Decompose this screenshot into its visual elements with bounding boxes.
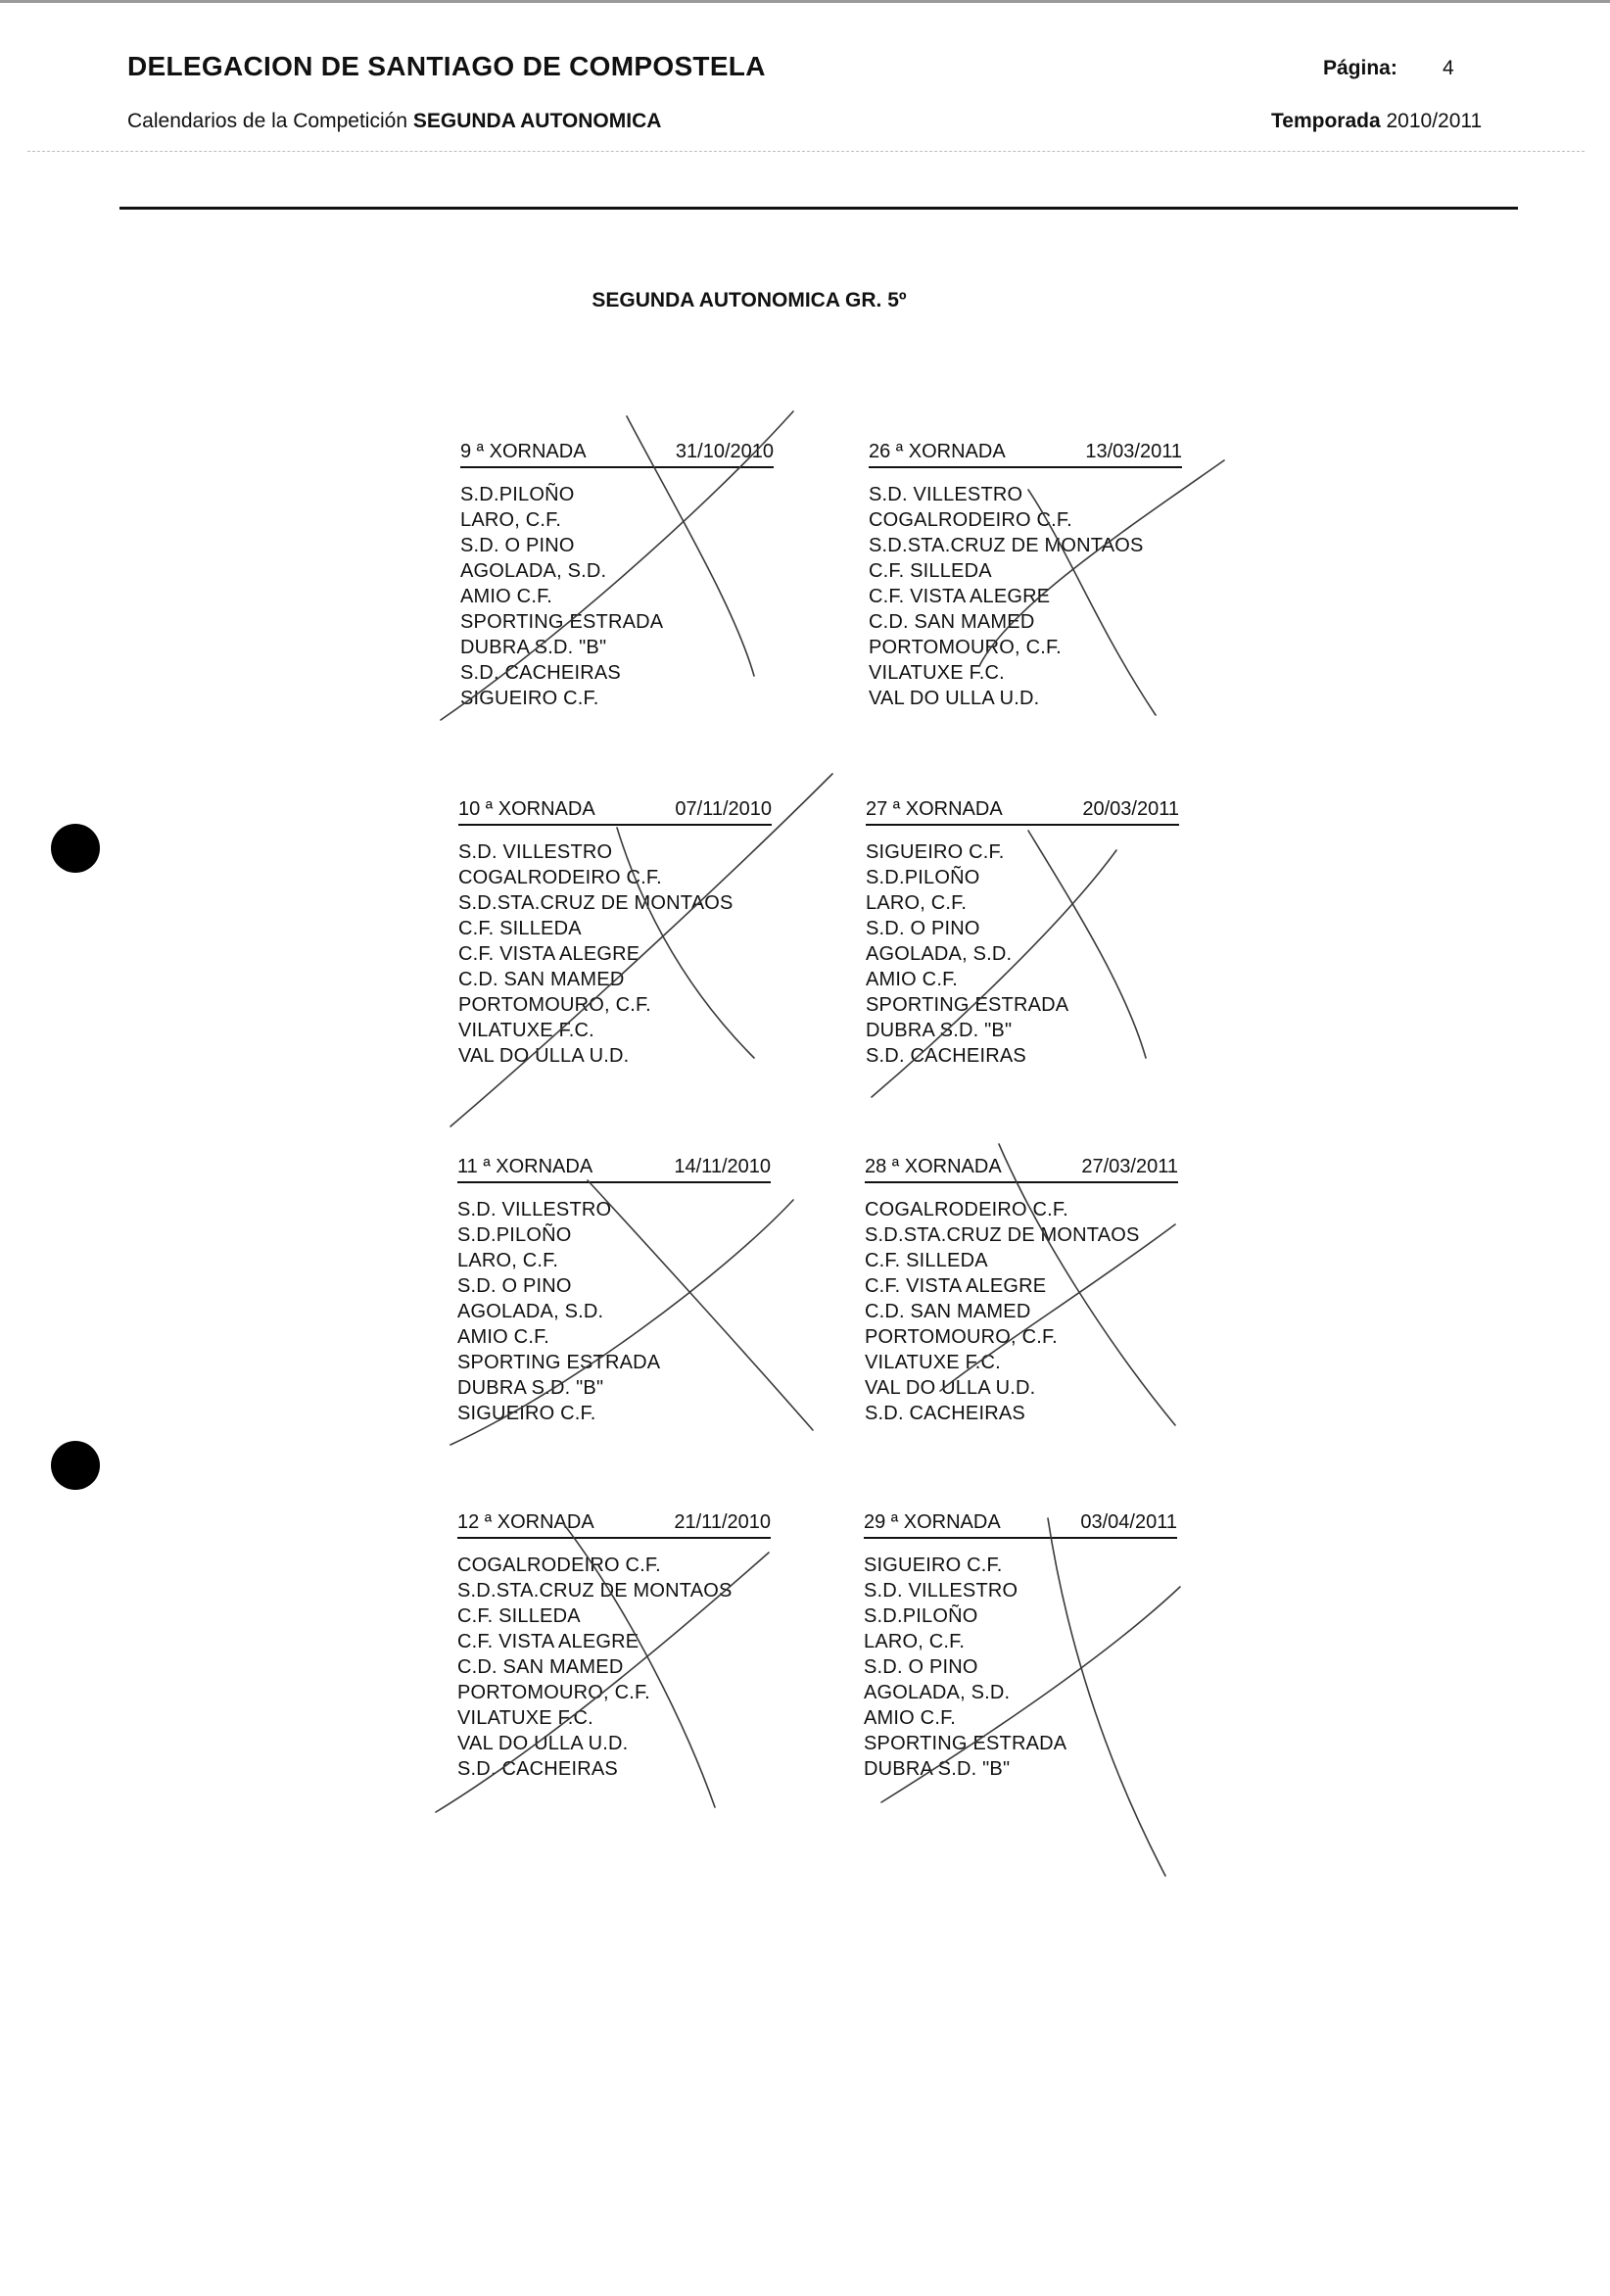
team-item: S.D. VILLESTRO — [458, 841, 613, 863]
round-date: 31/10/2010 — [675, 441, 774, 462]
team-item: AMIO C.F. — [866, 969, 959, 990]
organization-title: DELEGACION DE SANTIAGO DE COMPOSTELA — [127, 51, 766, 81]
team-item: LARO, C.F. — [864, 1631, 966, 1652]
team-item: S.D.PILOÑO — [866, 867, 980, 888]
team-item: C.F. VISTA ALEGRE — [865, 1275, 1047, 1297]
round-date: 14/11/2010 — [674, 1156, 771, 1177]
binder-hole-icon — [51, 824, 100, 873]
team-item: S.D. O PINO — [864, 1656, 978, 1678]
team-item: COGALRODEIRO C.F. — [457, 1555, 661, 1576]
team-item: S.D.STA.CRUZ DE MONTAOS — [865, 1224, 1140, 1246]
team-list — [866, 839, 1179, 1069]
round-block — [866, 798, 1179, 1069]
round-block — [460, 441, 774, 711]
team-item: C.D. SAN MAMED — [458, 969, 625, 990]
team-item: VILATUXE F.C. — [865, 1352, 1001, 1373]
team-list — [457, 1553, 771, 1782]
team-item: COGALRODEIRO C.F. — [458, 867, 662, 888]
team-item: S.D.STA.CRUZ DE MONTAOS — [457, 1580, 733, 1602]
team-item: S.D. VILLESTRO — [864, 1580, 1018, 1602]
page-top-edge — [0, 0, 1610, 3]
round-name: 12 ª XORNADA — [457, 1511, 594, 1533]
page-number: 4 — [1443, 57, 1454, 79]
team-list — [864, 1553, 1177, 1782]
competition-name: SEGUNDA AUTONOMICA — [412, 110, 662, 132]
round-date: 13/03/2011 — [1085, 441, 1182, 462]
team-item: VAL DO ULLA U.D. — [865, 1377, 1036, 1399]
round-name: 26 ª XORNADA — [869, 441, 1006, 462]
team-item: LARO, C.F. — [866, 892, 968, 914]
team-item: C.D. SAN MAMED — [457, 1656, 624, 1678]
team-item: C.D. SAN MAMED — [869, 611, 1035, 633]
team-item: C.D. SAN MAMED — [865, 1301, 1031, 1322]
round-block — [865, 1156, 1178, 1426]
team-item: AGOLADA, S.D. — [460, 560, 607, 582]
team-item: AGOLADA, S.D. — [864, 1682, 1011, 1703]
round-date: 21/11/2010 — [674, 1511, 771, 1533]
team-item: SIGUEIRO C.F. — [866, 841, 1005, 863]
round-date: 03/04/2011 — [1080, 1511, 1177, 1533]
round-header — [866, 798, 1179, 826]
team-list — [458, 839, 772, 1069]
team-item: C.F. VISTA ALEGRE — [869, 586, 1051, 607]
round-date: 07/11/2010 — [675, 798, 772, 820]
team-item: VILATUXE F.C. — [457, 1707, 593, 1729]
team-item: AGOLADA, S.D. — [457, 1301, 604, 1322]
season-value: 2010/2011 — [1386, 110, 1483, 132]
team-list — [865, 1197, 1178, 1426]
round-header — [869, 441, 1182, 468]
team-item: AMIO C.F. — [864, 1707, 957, 1729]
calendar-subtitle — [127, 110, 661, 133]
team-item: SPORTING ESTRADA — [457, 1352, 661, 1373]
team-item: C.F. SILLEDA — [457, 1605, 581, 1627]
team-list — [460, 482, 774, 711]
round-block — [457, 1511, 771, 1782]
team-item: SIGUEIRO C.F. — [864, 1555, 1003, 1576]
team-item: S.D.PILOÑO — [460, 484, 575, 505]
team-item: PORTOMOURO, C.F. — [869, 637, 1062, 658]
season-label: Temporada — [1271, 110, 1381, 132]
team-item: SPORTING ESTRADA — [864, 1733, 1067, 1754]
round-header — [865, 1156, 1178, 1183]
round-name: 9 ª XORNADA — [460, 441, 587, 462]
team-item: SPORTING ESTRADA — [460, 611, 664, 633]
team-item: AGOLADA, S.D. — [866, 943, 1013, 965]
header-dotted-divider — [27, 151, 1585, 152]
round-block — [458, 798, 772, 1069]
team-item: COGALRODEIRO C.F. — [869, 509, 1072, 531]
team-item: DUBRA S.D. "B" — [864, 1758, 1011, 1780]
group-title: SEGUNDA AUTONOMICA GR. 5º — [592, 289, 907, 311]
team-item: SPORTING ESTRADA — [866, 994, 1069, 1016]
round-header — [457, 1156, 771, 1183]
team-list — [869, 482, 1182, 711]
team-item: S.D. VILLESTRO — [457, 1199, 612, 1220]
team-item: S.D. CACHEIRAS — [457, 1758, 618, 1780]
team-list — [457, 1197, 771, 1426]
round-name: 29 ª XORNADA — [864, 1511, 1001, 1533]
team-item: S.D. CACHEIRAS — [866, 1045, 1026, 1067]
round-date: 20/03/2011 — [1082, 798, 1179, 820]
team-item: S.D. O PINO — [457, 1275, 572, 1297]
header-divider — [119, 207, 1518, 210]
team-item: VILATUXE F.C. — [869, 662, 1005, 684]
team-item: S.D. O PINO — [866, 918, 980, 939]
round-block — [457, 1156, 771, 1426]
team-item: PORTOMOURO, C.F. — [865, 1326, 1058, 1348]
round-header — [457, 1511, 771, 1539]
page-label: Página: — [1323, 57, 1397, 79]
round-name: 27 ª XORNADA — [866, 798, 1003, 820]
team-item: S.D. VILLESTRO — [869, 484, 1023, 505]
team-item: DUBRA S.D. "B" — [457, 1377, 604, 1399]
team-item: S.D. CACHEIRAS — [460, 662, 621, 684]
team-item: S.D.STA.CRUZ DE MONTAOS — [869, 535, 1144, 556]
team-item: VILATUXE F.C. — [458, 1020, 594, 1041]
team-item: DUBRA S.D. "B" — [866, 1020, 1013, 1041]
team-item: AMIO C.F. — [457, 1326, 550, 1348]
binder-hole-icon — [51, 1441, 100, 1490]
team-item: C.F. SILLEDA — [865, 1250, 988, 1271]
team-item: VAL DO ULLA U.D. — [869, 688, 1040, 709]
team-item: S.D.STA.CRUZ DE MONTAOS — [458, 892, 734, 914]
team-item: S.D. CACHEIRAS — [865, 1403, 1025, 1424]
team-item: SIGUEIRO C.F. — [460, 688, 599, 709]
team-item: S.D.PILOÑO — [457, 1224, 572, 1246]
team-item: VAL DO ULLA U.D. — [458, 1045, 630, 1067]
team-item: SIGUEIRO C.F. — [457, 1403, 596, 1424]
team-item: LARO, C.F. — [457, 1250, 559, 1271]
team-item: DUBRA S.D. "B" — [460, 637, 607, 658]
calendar-label: Calendarios de la Competición — [127, 110, 407, 132]
team-item: S.D.PILOÑO — [864, 1605, 978, 1627]
round-date: 27/03/2011 — [1081, 1156, 1178, 1177]
team-item: C.F. SILLEDA — [458, 918, 582, 939]
team-item: C.F. SILLEDA — [869, 560, 992, 582]
round-header — [460, 441, 774, 468]
team-item: S.D. O PINO — [460, 535, 575, 556]
team-item: C.F. VISTA ALEGRE — [457, 1631, 639, 1652]
team-item: COGALRODEIRO C.F. — [865, 1199, 1068, 1220]
round-name: 10 ª XORNADA — [458, 798, 595, 820]
team-item: PORTOMOURO, C.F. — [457, 1682, 650, 1703]
season — [1271, 110, 1482, 133]
round-header — [864, 1511, 1177, 1539]
team-item: LARO, C.F. — [460, 509, 562, 531]
round-block — [864, 1511, 1177, 1782]
round-header — [458, 798, 772, 826]
round-name: 28 ª XORNADA — [865, 1156, 1002, 1177]
round-block — [869, 441, 1182, 711]
team-item: C.F. VISTA ALEGRE — [458, 943, 640, 965]
round-name: 11 ª XORNADA — [457, 1156, 593, 1177]
team-item: PORTOMOURO, C.F. — [458, 994, 651, 1016]
team-item: VAL DO ULLA U.D. — [457, 1733, 629, 1754]
team-item: AMIO C.F. — [460, 586, 553, 607]
